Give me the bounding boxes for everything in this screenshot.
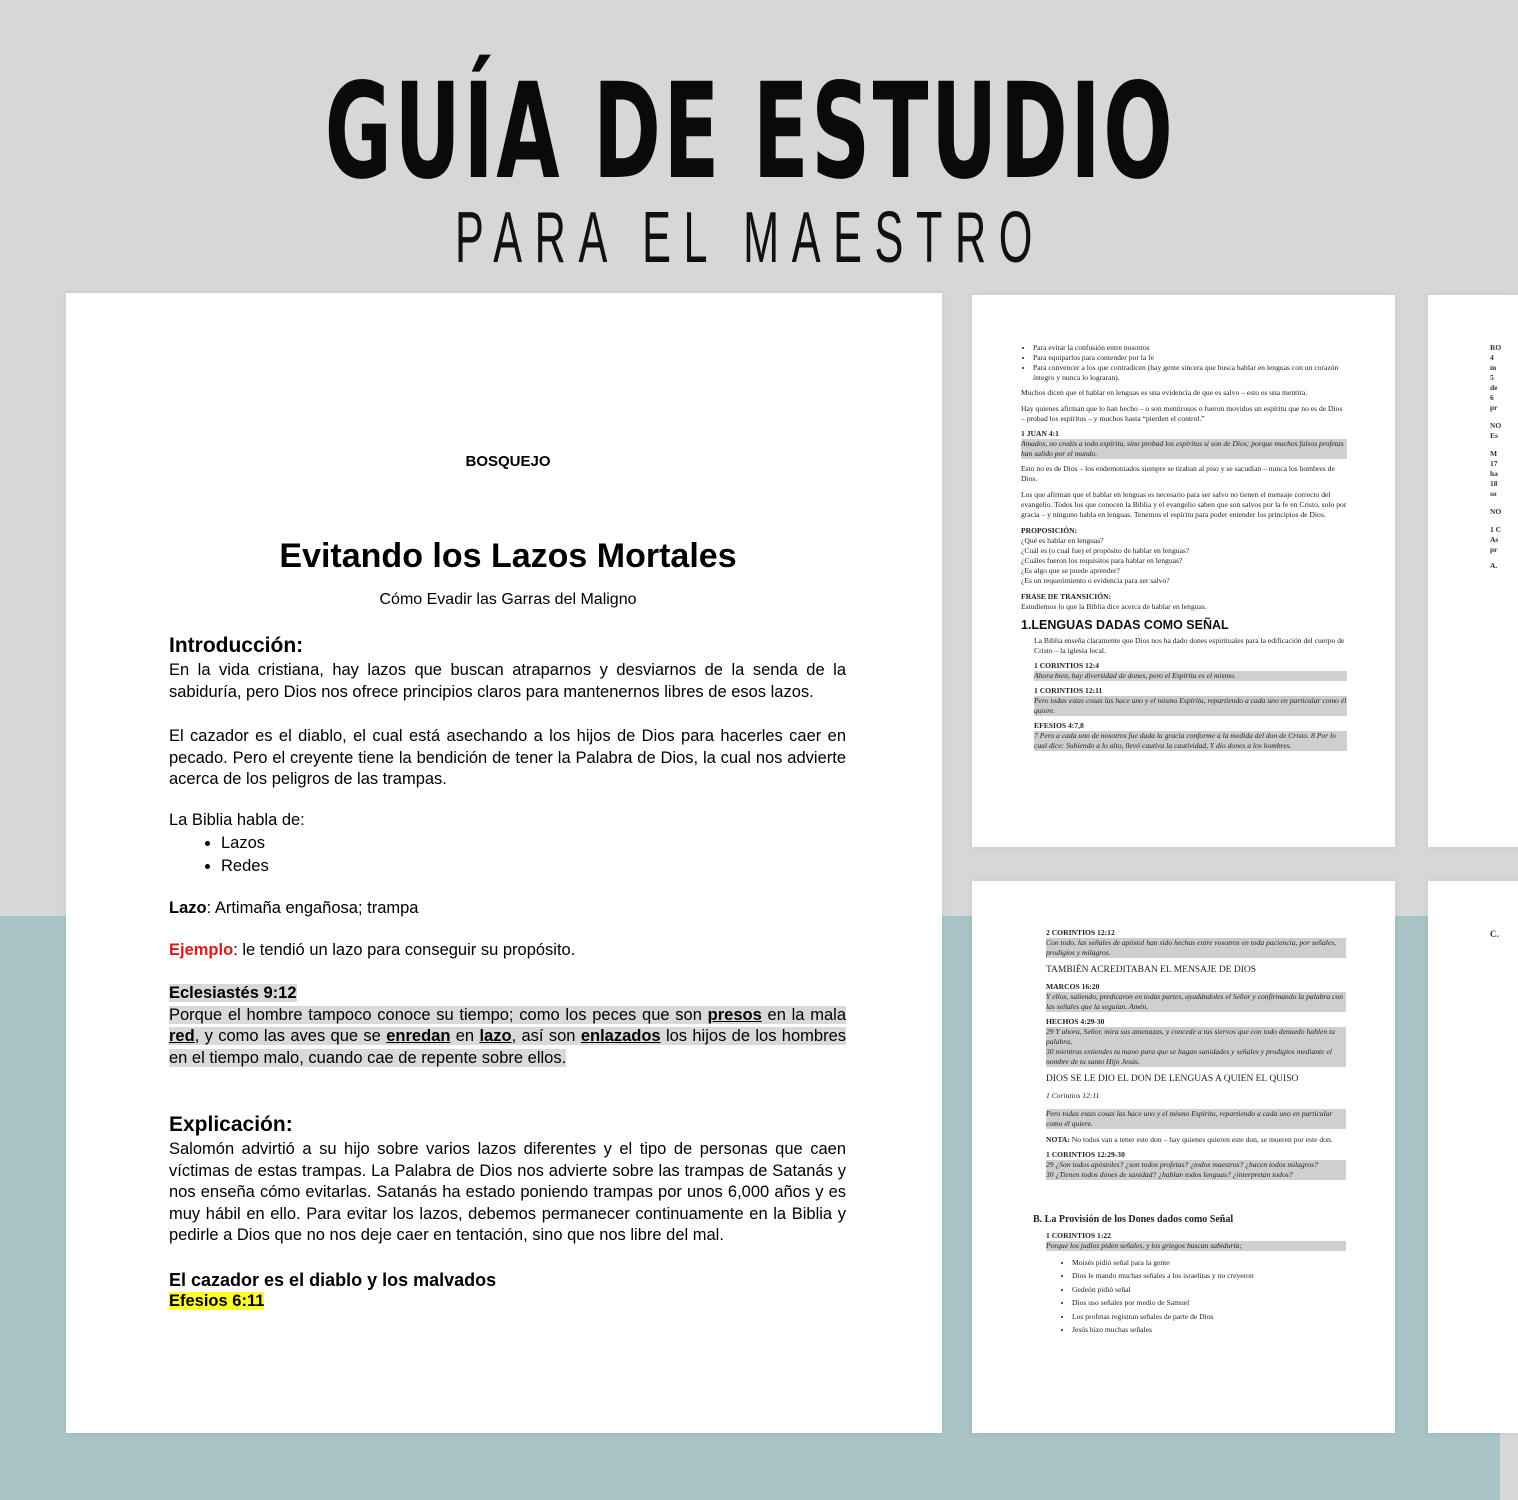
bible-speaks-list — [169, 832, 898, 878]
list-item: • Moisés pidió señal para la gente — [1072, 1256, 1346, 1269]
list-item: • Dios le mando muchas señales a los israelitas y no creyeron — [1072, 1269, 1346, 1282]
list-item: • Lazos — [221, 832, 898, 855]
hunter-heading: El cazador es el diablo y los malvados — [169, 1270, 497, 1290]
paragraph: Hay quienes afirman que lo han hecho – o son mentirosos o fueron movidos un espíritu que no es de Dios – probad los espíritus – y muchos hasta “pierden el control.” — [1021, 404, 1343, 423]
document-subtitle: Cómo Evadir las Garras del Maligno — [379, 591, 637, 608]
verse-text: 30 mientras extiendes tu mano para que se hagan sanidades y señales y prodigios mediante el nombre de tu santo Hijo Jesús. — [1046, 1047, 1346, 1067]
transition-text: Estudiemos lo que la Biblia dice acerca de hablar en lenguas. — [1021, 602, 1207, 611]
verse-reference: 1 Corintios 12:11 — [1046, 1091, 1100, 1100]
side-page-top — [972, 295, 1395, 847]
question: ¿Cuáles fueron los requisitos para hablar en lenguas? — [1021, 556, 1183, 565]
hero-title: GUÍA DE ESTUDIO — [324, 55, 1176, 209]
intro-paragraph-1: En la vida cristiana, hay lazos que buscan atraparnos y desviarnos de la senda de la sabiduría, pero Dios nos ofrece principios claros para mantenernos libres de esos lazos. — [169, 661, 846, 701]
proposition-label: PROPOSICIÓN: — [1021, 526, 1078, 535]
verse-reference: Eclesiastés 9:12 — [169, 984, 297, 1002]
verse-text: 30 ¿Tienen todos dones de sanidad? ¿hablan todos lenguas? ¿interpretan todos? — [1046, 1170, 1346, 1180]
paragraph: Esto no es de Dios – los endemoniados siempre se tiraban al piso y se sacudían – nunca los hombres de Dios. — [1021, 464, 1335, 483]
side-top-bullets — [1021, 343, 1347, 383]
edge-text: RO 4 m 5 de 6 pr NO Es M 17 ha 18 so NO 1 C As pr A. — [1490, 343, 1502, 570]
bible-speaks-label: La Biblia habla de: — [169, 811, 305, 829]
list-item: • Gedeón pidió señal — [1072, 1283, 1346, 1296]
verse-reference: 1 JUAN 4:1 — [1021, 429, 1059, 438]
verse-text: Pero todas estas cosas las hace uno y el mismo Espíritu, repartiendo a cada uno en particular como él quiere. — [1046, 1109, 1346, 1129]
verse-reference: 2 CORINTIOS 12:12 — [1046, 928, 1115, 937]
explanation-heading: Explicación: — [169, 1113, 293, 1136]
hunter-reference: Efesios 6:11 — [169, 1292, 265, 1310]
transition-label: FRASE DE TRANSICIÓN: — [1021, 592, 1112, 601]
list-item: • Los profetas registran señales de parte de Dios — [1072, 1310, 1346, 1323]
explanation-paragraph: Salomón advirtió a su hijo sobre varios lazos diferentes y el tipo de personas que caen víctimas de estas trampas. La Palabra de Dios nos advierte sobre las trampas de Satanás y nos enseña cómo evitarlas. Satanás ha estado poniendo trampas por unos 6,000 años y es muy hábil en ello. Para evitar los lazos, debemos permanecer continuamente en la Biblia y pedirle a Dios que no nos deje caer en tentación, sino que nos libre del mal. — [169, 1140, 846, 1244]
question: ¿Es algo que se puede aprender? — [1021, 566, 1120, 575]
section-heading: B. La Provisión de los Dones dados como Señal — [1033, 1214, 1234, 1225]
verse-text: 29 ¿Son todos apóstoles? ¿son todos profetas? ¿todos maestros? ¿hacen todos milagros? — [1046, 1160, 1346, 1170]
example-term: Ejemplo — [169, 941, 234, 959]
section-heading: 1.LENGUAS DADAS COMO SEÑAL — [1021, 618, 1229, 632]
verse-reference: 1 CORINTIOS 12:4 — [1034, 661, 1099, 670]
side-top-content — [1021, 343, 1347, 751]
list-item: • Jesús hizo muchas señales — [1072, 1323, 1346, 1336]
section-body — [1021, 636, 1347, 751]
side-bottom-content-2 — [1046, 1231, 1346, 1336]
verse-reference: HECHOS 4:29-30 — [1046, 1017, 1105, 1026]
intro-heading: Introducción: — [169, 634, 304, 657]
edge-page-top — [1428, 295, 1518, 847]
verse-text: 7 Pero a cada uno de nosotros fue dada la gracia conforme a la medida del don de Cristo. 8 Por lo cual dice: Subiendo a lo alto, llevó cautiva la cautividad, Y dio dones a los hombres. — [1034, 731, 1347, 751]
hero-subtitle: PARA EL MAESTRO — [455, 198, 1045, 278]
lazo-definition — [169, 898, 846, 920]
verse-text: Ahora bien, hay diversidad de dones, pero el Espíritu es el mismo. — [1034, 671, 1347, 681]
side-bottom-content — [1046, 928, 1346, 1180]
paragraph: Muchos dicen que el hablar en lenguas es una evidencia de que es salvo – esto es una mentira. — [1021, 388, 1308, 397]
subheading: TAMBIÉN ACREDITABAN EL MENSAJE DE DIOS — [1046, 965, 1257, 975]
example-line — [169, 940, 846, 962]
question: ¿Cuál es (o cual fue) el propósito de hablar en lenguas? — [1021, 546, 1190, 555]
edge-page-bottom — [1428, 881, 1518, 1433]
verse-text: Y ellos, saliendo, predicaron en todas partes, ayudándoles el Señor y confirmando la palabra con las señales que la seguían. Amén. — [1046, 992, 1346, 1012]
hunter-reference-line — [169, 1291, 846, 1313]
question: ¿Qué es hablar en lenguas? — [1021, 536, 1104, 545]
list-item: • Redes — [221, 855, 898, 878]
verse-text: Pero todas estas cosas las hace uno y el mismo Espíritu, repartiendo a cada uno en particular como él quiere. — [1034, 696, 1347, 715]
list-item: • Dios uso señales por medio de Samuel — [1072, 1296, 1346, 1309]
verse-text: Porque los judíos piden señales, y los griegos buscan sabiduría; — [1046, 1241, 1346, 1251]
verse-reference: 1 CORINTIOS 12:11 — [1034, 686, 1103, 695]
verse-block — [169, 983, 846, 1069]
verse-reference: EFESIOS 4:7,8 — [1034, 721, 1084, 730]
lazo-definition-text: : Artimaña engañosa; trampa — [206, 899, 419, 917]
verse-reference: 1 CORINTIOS 1:22 — [1046, 1231, 1111, 1240]
lazo-term: Lazo — [169, 899, 207, 917]
list-item: • Para equiparlos para contender por la fe — [1033, 353, 1347, 363]
note: NOTA: No todos van a tener este don – hay quienes quieren este don, se mueren por este don. — [1046, 1135, 1333, 1144]
paragraph: La Biblia enseña claramente que Dios nos ha dado dones espirituales para la edificación del cuerpo de Cristo – la iglesia local. — [1034, 636, 1345, 655]
verse-text: Con todo, las señales de apóstol han sido hechas entre vosotros en toda paciencia, por señales, prodigios y milagros. — [1046, 938, 1346, 958]
list-item: • Para evitar la confusión entre nosotros — [1033, 343, 1347, 353]
verse-text: Amados, no creáis a todo espíritu, sino probad los espíritus si son de Dios; porque muchos falsos profetas han salido por el mundo. — [1021, 439, 1347, 459]
intro-paragraph-2: El cazador es el diablo, el cual está asechando a los hijos de Dios para hacerles caer en pecado. Pero el creyente tiene la bendición de tener la Palabra de Dios, la cual nos advierte acerca de los peligros de las trampas. — [169, 727, 846, 788]
verse-text: 29 Y ahora, Señor, mira sus amenazas, y concede a tus siervos que con todo denuedo hablen tu palabra, — [1046, 1027, 1346, 1047]
list-item: • Para convencer a los que contradicen (hay gente sincera que busca hablar en lenguas con un corazón íntegro y nunca lo lograran). — [1033, 363, 1347, 383]
document-title: Evitando los Lazos Mortales — [279, 537, 737, 575]
side-bottom-bullets — [1046, 1256, 1346, 1336]
outline-label: BOSQUEJO — [465, 453, 551, 470]
subheading: DIOS SE LE DIO EL DON DE LENGUAS A QUIEN EL QUISO — [1046, 1074, 1299, 1084]
main-document-page — [66, 293, 942, 1433]
example-text: : le tendió un lazo para conseguir su propósito. — [233, 941, 576, 959]
paragraph: Los que afirman que el hablar en lenguas es necesario para ser salvo no tienen el mensaje correcto del evangelio. Todos los que conocen la Biblia y el evangelio saben que son salvos por la fe en Cristo, solo por gracia – y ninguno habla en lenguas. Tenemos el espíritu para poder entender los principios de Dios. — [1021, 490, 1347, 519]
question: ¿Es un requerimiento o evidencia para ser salvo? — [1021, 576, 1170, 585]
verse-text: Porque el hombre tampoco conoce su tiempo; como los peces que son presos en la mala red, y como las aves que se enredan en lazo, así son enlazados los hijos de los hombres en el tiempo malo, cuando cae de repente sobre ellos. — [169, 1005, 847, 1067]
edge-text: C. — [1490, 929, 1499, 939]
side-page-bottom — [972, 881, 1395, 1433]
verse-reference: 1 CORINTIOS 12:29-30 — [1046, 1150, 1125, 1159]
verse-reference: MARCOS 16:20 — [1046, 982, 1100, 991]
